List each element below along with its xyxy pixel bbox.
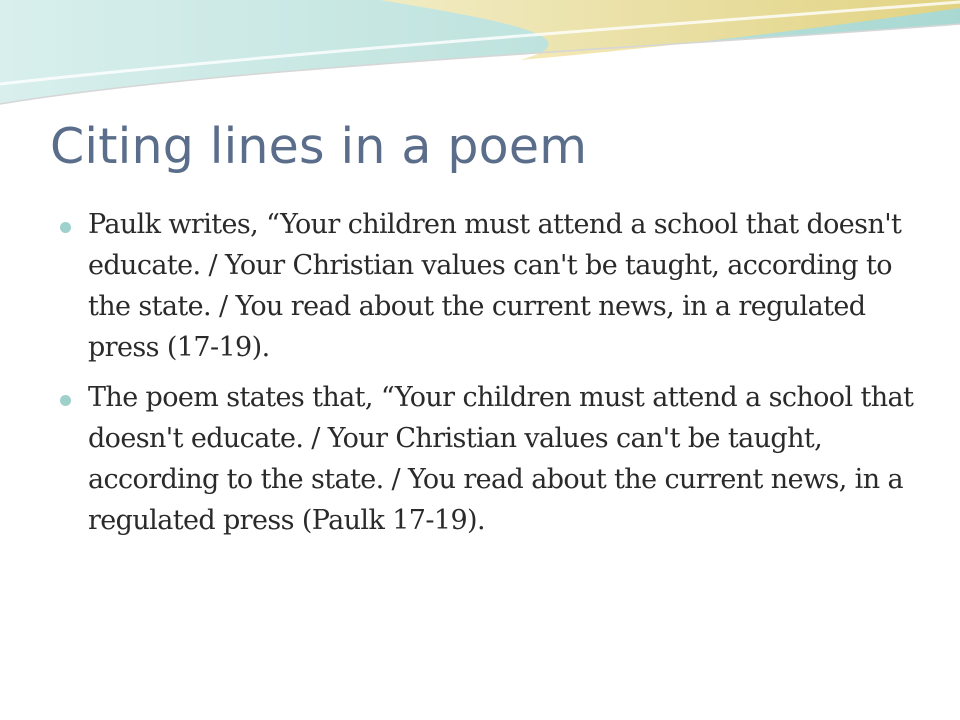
bullet-text: The poem states that, “Your children must attend a school that doesn't educate. / Your Christian values can't be taught, according to the state. / You read about the current news, in a regulated press (Paulk 17-19). <box>88 382 914 536</box>
bullet-list <box>60 204 940 550</box>
slide-title: Citing lines in a poem <box>50 118 588 175</box>
bullet-dot-icon <box>60 222 71 233</box>
bullet-item <box>60 377 940 541</box>
bullet-dot-icon <box>60 395 71 406</box>
bullet-text: Paulk writes, “Your children must attend a school that doesn't educate. / Your Christian values can't be taught, according to the state. / You read about the current news, in a regulated press (17-19). <box>88 209 902 363</box>
bullet-item <box>60 204 940 368</box>
header-swoosh-decoration <box>0 0 960 120</box>
